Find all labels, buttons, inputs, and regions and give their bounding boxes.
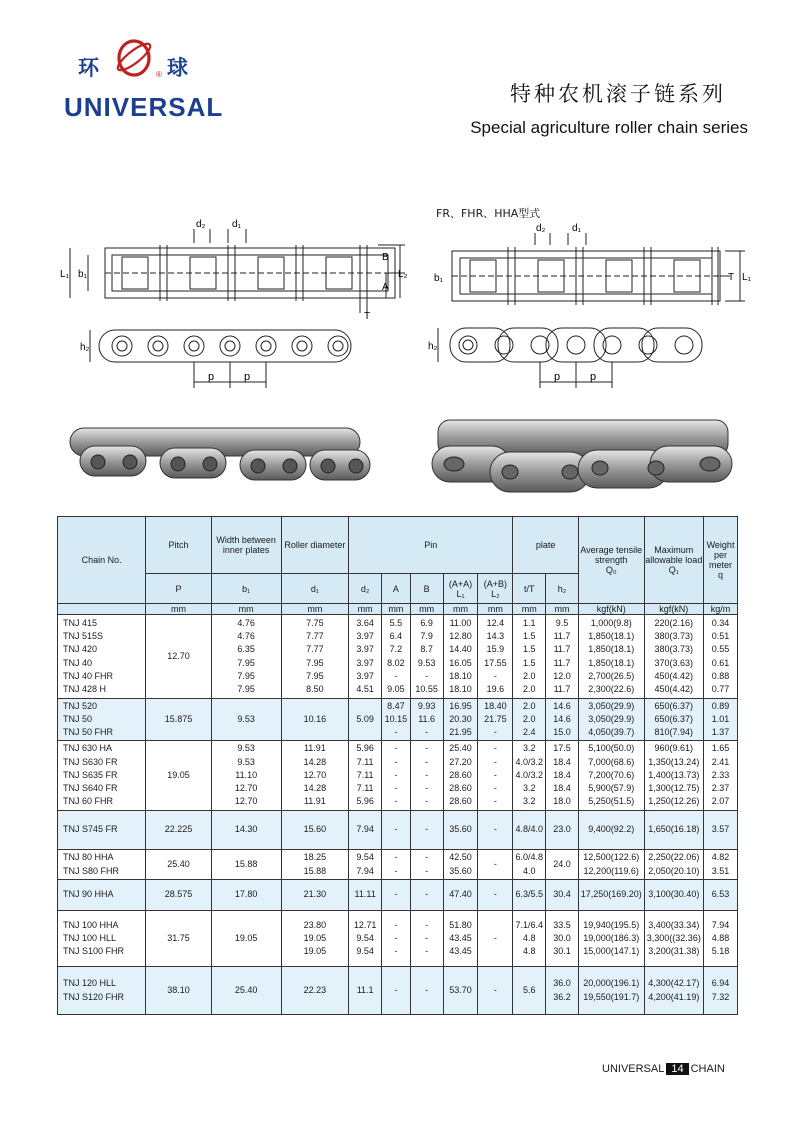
cell-pitch: 38.10 (146, 967, 212, 1015)
fr-chain-photo (428, 410, 738, 498)
col-header-weight (704, 517, 738, 604)
cell-tT: 3.2 4.0/3.2 4.0/3.2 3.2 3.2 (513, 741, 546, 811)
brand-cn-left: 环 (78, 56, 99, 80)
cell-q1: 1,650(16.18) (644, 811, 703, 850)
cell-chain: TNJ 90 HHA (58, 880, 146, 911)
cell-L2: - (478, 880, 513, 911)
cell-d2: 11.1 (349, 967, 382, 1015)
cell-tT: 5.6 (513, 967, 546, 1015)
brand-logo (64, 30, 224, 125)
cell-A: - - - - - (382, 741, 411, 811)
cell-chain: TNJ 80 HHA TNJ S80 FHR (58, 850, 146, 880)
cell-q: 0.34 0.51 0.55 0.61 0.88 0.77 (704, 615, 738, 699)
sym-tT: t/T (513, 574, 546, 604)
p-label-1: p (208, 371, 215, 383)
page-title-cn: 特种农机滚子链系列 (510, 82, 726, 106)
cell-d2: 5.09 (349, 699, 382, 741)
cell-L2: - (478, 967, 513, 1015)
cell-q0: 19,940(195.5) 19,000(186.3) 15,000(147.1) (578, 911, 644, 967)
unit-tT: mm (513, 604, 546, 615)
cell-q1: 3,400(33.34) 3,300((32.36) 3,200(31.38) (644, 911, 703, 967)
cell-L1: 51.80 43.45 43.45 (443, 911, 478, 967)
cell-pitch: 31.75 (146, 911, 212, 967)
cell-d2: 7.94 (349, 811, 382, 850)
tensile-title: Average tensile strength (580, 545, 643, 565)
L1-label: L₁ (60, 269, 69, 280)
cell-h2: 30.4 (546, 880, 579, 911)
sym-p: P (146, 574, 212, 604)
cell-h2: 24.0 (546, 850, 579, 880)
fr-chain-top-view-diagram (430, 225, 750, 325)
sym-d1: d₁ (281, 574, 349, 604)
sym-h2: h₂ (546, 574, 579, 604)
cell-A: - (382, 967, 411, 1015)
cell-b1: 14.30 (211, 811, 281, 850)
cell-q: 7.94 4.88 5.18 (704, 911, 738, 967)
cell-L2: - (478, 811, 513, 850)
cell-pitch: 19.05 (146, 741, 212, 811)
table-row-group (58, 699, 738, 741)
unit-d2: mm (349, 604, 382, 615)
p-label-2: p (244, 371, 251, 383)
cell-q1: 3,100(30.40) (644, 880, 703, 911)
cell-pitch: 15.875 (146, 699, 212, 741)
col-header-pin: Pin (349, 517, 513, 574)
cell-d2: 9.54 7.94 (349, 850, 382, 880)
unit-p: mm (146, 604, 212, 615)
cell-L1: 35.60 (443, 811, 478, 850)
col-header-chain: Chain No. (58, 517, 146, 604)
cell-q0: 3,050(29.9) 3,050(29.9) 4,050(39.7) (578, 699, 644, 741)
cell-L2: - (478, 850, 513, 880)
maxload-symbol: Q₁ (668, 565, 679, 575)
sym-L2: (A+B) L₂ (478, 574, 513, 604)
cell-d1: 15.60 (281, 811, 349, 850)
footer-chain: CHAIN (690, 1063, 725, 1075)
cell-d1: 7.75 7.77 7.77 7.95 7.95 8.50 (281, 615, 349, 699)
maxload-title: Maximum allowable load (645, 545, 703, 565)
registered-mark: ® (156, 70, 162, 79)
cell-d1: 11.91 14.28 12.70 14.28 11.91 (281, 741, 349, 811)
unit-L2: mm (478, 604, 513, 615)
col-header-tensile (578, 517, 644, 604)
cell-L1: 16.95 20.30 21.95 (443, 699, 478, 741)
p-label-right-2: p (590, 371, 597, 383)
page-number: 14 (666, 1063, 688, 1075)
cell-b1: 4.76 4.76 6.35 7.95 7.95 7.95 (211, 615, 281, 699)
cell-pitch: 25.40 (146, 850, 212, 880)
unit-B: mm (410, 604, 443, 615)
chain-top-view-diagram (60, 215, 410, 325)
h2-label: h₂ (80, 342, 90, 353)
cell-b1: 9.53 9.53 11.10 12.70 12.70 (211, 741, 281, 811)
chain-side-view-diagram (80, 322, 380, 392)
cell-q0: 1,000(9.8) 1,850(18.1) 1,850(18.1) 1,850(18.1) 2,700(26.5) 2,300(22.6) (578, 615, 644, 699)
cell-B: - - (410, 850, 443, 880)
d1-label: d₁ (232, 219, 241, 230)
cell-chain: TNJ 120 HLL TNJ S120 FHR (58, 967, 146, 1015)
L1-label-right: L₁ (742, 272, 751, 283)
cell-d1: 18.25 15.88 (281, 850, 349, 880)
cell-d2: 5.96 7.11 7.11 7.11 5.96 (349, 741, 382, 811)
cell-q: 4.82 3.51 (704, 850, 738, 880)
h2-label-right: h₂ (428, 341, 438, 352)
unit-q: kg/m (704, 604, 738, 615)
unit-q0: kgf(kN) (578, 604, 644, 615)
cell-L2: - - - - - (478, 741, 513, 811)
cell-h2: 36.0 36.2 (546, 967, 579, 1015)
cell-L2: - (478, 911, 513, 967)
footer-brand: UNIVERSAL (602, 1063, 665, 1075)
cell-d2: 3.64 3.97 3.97 3.97 3.97 4.51 (349, 615, 382, 699)
cell-tT: 2.0 2.0 2.4 (513, 699, 546, 741)
unit-blank (58, 604, 146, 615)
cell-d2: 12.71 9.54 9.54 (349, 911, 382, 967)
spec-table-body (58, 615, 738, 1015)
cell-B: - (410, 811, 443, 850)
unit-A: mm (382, 604, 411, 615)
cell-b1: 25.40 (211, 967, 281, 1015)
page-title-en: Special agriculture roller chain series (470, 118, 748, 137)
cell-d1: 22.23 (281, 967, 349, 1015)
roller-chain-photo (60, 410, 380, 490)
cell-L1: 47.40 (443, 880, 478, 911)
cell-q0: 17,250(169.20) (578, 880, 644, 911)
cell-pitch: 12.70 (146, 615, 212, 699)
unit-q1: kgf(kN) (644, 604, 703, 615)
page-footer (602, 1063, 725, 1075)
sym-A: A (382, 574, 411, 604)
d2-label: d₂ (196, 219, 206, 230)
cell-q1: 4,300(42.17) 4,200(41.19) (644, 967, 703, 1015)
tensile-symbol: Q₀ (605, 565, 617, 575)
cell-A: - - (382, 850, 411, 880)
cell-chain: TNJ 100 HHA TNJ 100 HLL TNJ S100 FHR (58, 911, 146, 967)
cell-h2: 23.0 (546, 811, 579, 850)
cell-tT: 1.1 1.5 1.5 1.5 2.0 2.0 (513, 615, 546, 699)
cell-q: 6.94 7.32 (704, 967, 738, 1015)
cell-d1: 10.16 (281, 699, 349, 741)
b1-label-right: b₁ (434, 273, 443, 284)
cell-B: - (410, 880, 443, 911)
cell-chain: TNJ S745 FR (58, 811, 146, 850)
unit-b1: mm (211, 604, 281, 615)
cell-A: - (382, 811, 411, 850)
sym-d2: d₂ (349, 574, 382, 604)
cell-b1: 19.05 (211, 911, 281, 967)
cell-q: 3.57 (704, 811, 738, 850)
cell-q1: 2,250(22.06) 2,050(20.10) (644, 850, 703, 880)
cell-L1: 42.50 35.60 (443, 850, 478, 880)
cell-chain: TNJ 415 TNJ 515S TNJ 420 TNJ 40 TNJ 40 FHR TNJ 428 H (58, 615, 146, 699)
cell-q1: 650(6.37) 650(6.37) 810(7.94) (644, 699, 703, 741)
table-row-group (58, 615, 738, 699)
cell-L1: 53.70 (443, 967, 478, 1015)
brand-wordmark: UNIVERSAL (64, 92, 224, 122)
cell-q: 0.89 1.01 1.37 (704, 699, 738, 741)
right-diagram-caption: FR、FHR、HHA型式 (436, 207, 541, 220)
cell-A: 5.5 6.4 7.2 8.02 - 9.05 (382, 615, 411, 699)
cell-B: - - - (410, 911, 443, 967)
B-label: B (382, 252, 389, 263)
cell-h2: 17.5 18.4 18.4 18.4 18.0 (546, 741, 579, 811)
cell-L2: 12.4 14.3 15.9 17.55 - 19.6 (478, 615, 513, 699)
unit-d1: mm (281, 604, 349, 615)
d1-label-right: d₁ (572, 223, 581, 234)
col-header-width: Width between inner plates (211, 517, 281, 574)
cell-chain: TNJ 520 TNJ 50 TNJ 50 FHR (58, 699, 146, 741)
cell-q1: 960(9.61) 1,350(13.24) 1,400(13.73) 1,300(12.75) 1,250(12.26) (644, 741, 703, 811)
sym-b1: b₁ (211, 574, 281, 604)
cell-B: - - - - - (410, 741, 443, 811)
cell-d1: 21.30 (281, 880, 349, 911)
unit-L1: mm (443, 604, 478, 615)
cell-tT: 6.3/5.5 (513, 880, 546, 911)
b1-label: b₁ (78, 269, 87, 280)
T-label: T (364, 311, 371, 322)
weight-symbol: q (718, 570, 724, 580)
cell-pitch: 28.575 (146, 880, 212, 911)
cell-d2: 11.11 (349, 880, 382, 911)
cell-B: 9.93 11.6 - (410, 699, 443, 741)
cell-L1: 11.00 12.80 14.40 16.05 18.10 18.10 (443, 615, 478, 699)
weight-title: Weight per meter (706, 540, 735, 570)
cell-q: 6.53 (704, 880, 738, 911)
col-header-pitch: Pitch (146, 517, 212, 574)
table-row-group (58, 911, 738, 967)
cell-q0: 12,500(122.6) 12,200(119.6) (578, 850, 644, 880)
sym-B: B (410, 574, 443, 604)
cell-tT: 4.8/4.0 (513, 811, 546, 850)
globe-logo-icon (112, 34, 156, 78)
cell-q: 1.65 2.41 2.33 2.37 2.07 (704, 741, 738, 811)
brand-cn-right: 球 (167, 56, 188, 80)
cell-tT: 7.1/6.4 4.8 4.8 (513, 911, 546, 967)
fr-chain-side-view-diagram (428, 322, 728, 392)
cell-q0: 20,000(196.1) 19,550(191.7) (578, 967, 644, 1015)
cell-B: 6.9 7.9 8.7 9.53 - 10.55 (410, 615, 443, 699)
cell-A: 8.47 10.15 - (382, 699, 411, 741)
col-header-roller: Roller diameter (281, 517, 349, 574)
cell-L1: 25.40 27.20 28.60 28.60 28.60 (443, 741, 478, 811)
cell-b1: 15.88 (211, 850, 281, 880)
spec-table (57, 516, 738, 1015)
cell-q0: 5,100(50.0) 7,000(68.6) 7,200(70.6) 5,900(57.9) 5,250(51.5) (578, 741, 644, 811)
unit-h2: mm (546, 604, 579, 615)
cell-h2: 33.5 30.0 30.1 (546, 911, 579, 967)
cell-b1: 9.53 (211, 699, 281, 741)
table-row-group (58, 741, 738, 811)
sym-L1: (A+A) L₁ (443, 574, 478, 604)
cell-q1: 220(2.16) 380(3.73) 380(3.73) 370(3.63) 450(4.42) 450(4.42) (644, 615, 703, 699)
A-label: A (382, 282, 389, 293)
cell-q0: 9,400(92.2) (578, 811, 644, 850)
cell-B: - (410, 967, 443, 1015)
d2-label-right: d₂ (536, 223, 546, 234)
cell-d1: 23.80 19.05 19.05 (281, 911, 349, 967)
cell-A: - (382, 880, 411, 911)
table-row-group (58, 880, 738, 911)
table-row-group (58, 967, 738, 1015)
T-label-right: T (728, 272, 735, 283)
p-label-right-1: p (554, 371, 561, 383)
cell-L2: 18.40 21.75 - (478, 699, 513, 741)
cell-h2: 9.5 11.7 11.7 11.7 12.0 11.7 (546, 615, 579, 699)
cell-h2: 14.6 14.6 15.0 (546, 699, 579, 741)
cell-pitch: 22.225 (146, 811, 212, 850)
col-header-maxload (644, 517, 703, 604)
cell-A: - - - (382, 911, 411, 967)
L2-label: L₂ (398, 269, 408, 280)
cell-tT: 6.0/4.8 4.0 (513, 850, 546, 880)
table-row-group (58, 811, 738, 850)
cell-b1: 17.80 (211, 880, 281, 911)
cell-chain: TNJ 630 HA TNJ S630 FR TNJ S635 FR TNJ S640 FR TNJ 60 FHR (58, 741, 146, 811)
table-row-group (58, 850, 738, 880)
col-header-plate: plate (513, 517, 579, 574)
